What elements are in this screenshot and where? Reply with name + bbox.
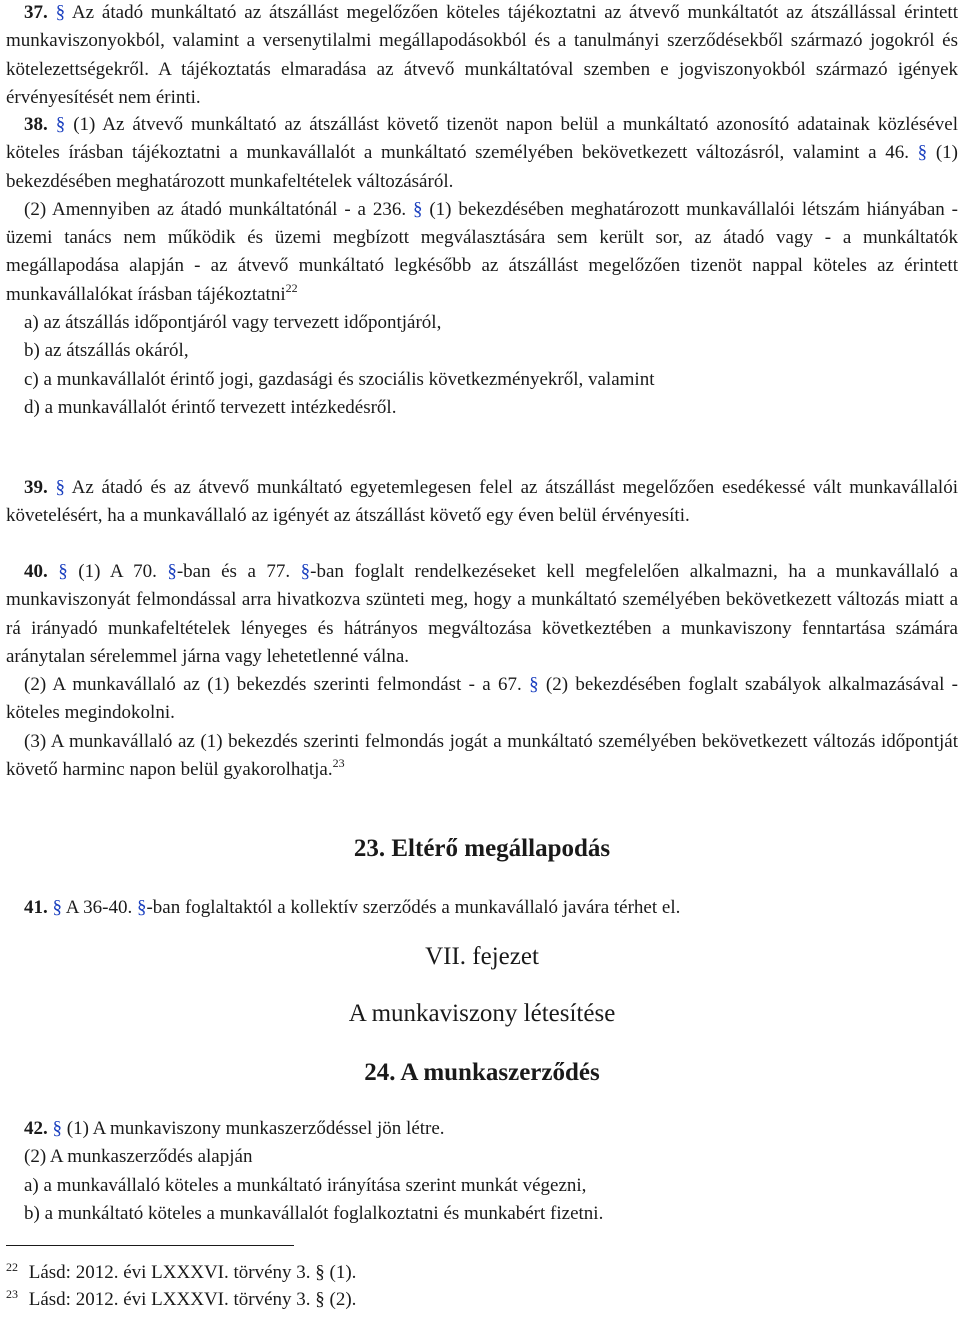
chapter-title: A munkaviszony létesítése	[348, 1000, 616, 1027]
heading-24: 24. A munkaszerződés	[364, 1059, 600, 1086]
paragraph-text: -ban foglalt rendelkezéseket kell megfelelően alkalmazni, ha a munkavállaló a munkaviszonyát felmondással arra hivatkozva szünteti meg, hogy a munkáltató személyében bekövetkezett változás miatt a rá irányadó munkafeltételek lényeges és hátrányos megváltozása következtében a munkaviszony fenntartása számára aránytalan sérelemmel járna vagy lehetetlenné válna.	[6, 561, 959, 667]
section-sign: §	[55, 114, 66, 135]
section-sign: §	[917, 142, 928, 164]
section-38	[6, 111, 958, 422]
footnote-text: Lásd: 2012. évi LXXXVI. törvény 3. § (1).	[28, 1262, 357, 1283]
paragraph-text: (2) bekezdésében foglalt szabályok alkalmazásával - köteles megindokolni.	[6, 674, 959, 724]
section-sign: §	[412, 198, 423, 220]
section-number: 39.	[24, 477, 48, 498]
section-sign: §	[52, 1118, 62, 1139]
paragraph-text: (1) A 70.	[78, 561, 157, 582]
section-number: 37.	[24, 2, 48, 23]
section-40-para-3	[6, 728, 958, 785]
chapter-number: VII. fejezet	[425, 943, 539, 970]
section-sign: §	[52, 897, 62, 918]
section-41	[6, 894, 958, 922]
section-number: 40.	[24, 561, 48, 582]
section-sign: §	[136, 897, 147, 918]
footnote-text: Lásd: 2012. évi LXXXVI. törvény 3. § (2).	[28, 1289, 357, 1310]
section-sign: §	[55, 477, 65, 498]
section-sign: §	[55, 2, 66, 23]
list-item: c) a munkavállalót érintő jogi, gazdasági és szociális következményekről, valamint	[24, 368, 655, 390]
section-sign: §	[300, 561, 311, 582]
footnote-ref[interactable]: 22	[285, 280, 298, 295]
paragraph-text: -ban és a 77.	[176, 561, 291, 582]
section-number: 41.	[24, 897, 48, 918]
paragraph-text: A 36-40.	[65, 897, 133, 918]
footnote-22	[6, 1262, 356, 1284]
paragraph-text: (1) bekezdésében meghatározott munkafeltételek változásáról.	[6, 142, 958, 192]
section-text: Az átadó munkáltató az átszállást megelőzően köteles tájékoztatni az átvevő munkáltatót az átszállással érintett munkaviszonyokból, valamint a versenytilalmi megállapodásokból és a tanulmányi szerződésekből származó jogokról és kötelezettségekről. A tájékoztatás elmaradása az átvevő munkáltatóval szemben e jogviszonyokból származó igények érvényesítését nem érinti.	[6, 2, 958, 108]
paragraph-text: (2) Amennyiben az átadó munkáltatónál - a 236.	[24, 198, 407, 220]
list-item: b) a munkáltató köteles a munkavállalót foglalkoztatni és munkabért fizetni.	[24, 1202, 604, 1224]
section-number: 38.	[24, 114, 48, 135]
section-42-para-2: (2) A munkaszerződés alapján	[24, 1146, 253, 1168]
section-38-para-2	[6, 196, 958, 309]
section-42-list	[6, 1172, 958, 1229]
paragraph-text: (1) bekezdésében meghatározott munkavállalói létszám hiányában - üzemi tanács nem működik és üzemi megbízott megválasztására sem került sor, az átadó vagy - a munkáltatók megállapodása alapján - az átvevő munkáltató legkésőbb az átszállást megelőzően tizenöt nappal köteles az érintett munkavállalókat írásban tájékoztatni	[6, 198, 959, 305]
footnote-23	[6, 1289, 356, 1311]
paragraph-text: (1) A munkaviszony munkaszerződéssel jön létre.	[66, 1118, 445, 1139]
section-37	[6, 0, 958, 112]
paragraph-text: -ban foglaltaktól a kollektív szerződés a munkavállaló javára térhet el.	[146, 897, 681, 918]
section-sign: §	[167, 561, 177, 582]
footnote-separator	[6, 1245, 294, 1246]
footnote-ref[interactable]: 23	[332, 756, 345, 771]
paragraph-text: (2) A munkavállaló az (1) bekezdés szerinti felmondást - a 67.	[24, 674, 522, 696]
section-40-para-1	[6, 558, 958, 671]
section-38-para-1	[6, 111, 958, 196]
heading-23: 23. Eltérő megállapodás	[353, 835, 611, 862]
footnote-mark: 22	[6, 1260, 18, 1274]
section-sign: §	[529, 674, 539, 696]
section-number: 42.	[24, 1118, 48, 1139]
paragraph-text: (1) Az átvevő munkáltató az átszállást követő tizenöt napon belül a munkáltató azonosító adatainak közlésével köteles írásban tájékoztatni a munkavállalót a munkáltató személyében bekövetkezett változásról, valamint a 46.	[6, 114, 959, 164]
section-40-para-2	[6, 671, 958, 728]
footnote-mark: 23	[6, 1287, 18, 1301]
section-38-list	[6, 309, 958, 422]
list-item: d) a munkavállalót érintő tervezett intézkedésről.	[24, 396, 397, 418]
list-item: b) az átszállás okáról,	[24, 340, 189, 362]
list-item: a) a munkavállaló köteles a munkáltató irányítása szerint munkát végezni,	[24, 1174, 587, 1196]
section-40	[6, 558, 958, 784]
list-item: a) az átszállás időpontjáról vagy tervezett időpontjáról,	[24, 312, 442, 334]
section-text: Az átadó és az átvevő munkáltató egyetemlegesen felel az átszállást megelőzően esedékessé vált munkavállalói követelésért, ha a munkavállaló az igényét az átszállást követő egy éven belül érvényesíti.	[6, 477, 958, 527]
section-39	[6, 474, 958, 531]
section-42-para-1	[6, 1115, 958, 1143]
section-42	[6, 1115, 958, 1228]
paragraph-text: (3) A munkavállaló az (1) bekezdés szerinti felmondás jogát a munkáltató személyében bekövetkezett változás időpontját követő harminc napon belül gyakorolhatja.	[6, 730, 958, 781]
section-sign: §	[58, 561, 68, 582]
